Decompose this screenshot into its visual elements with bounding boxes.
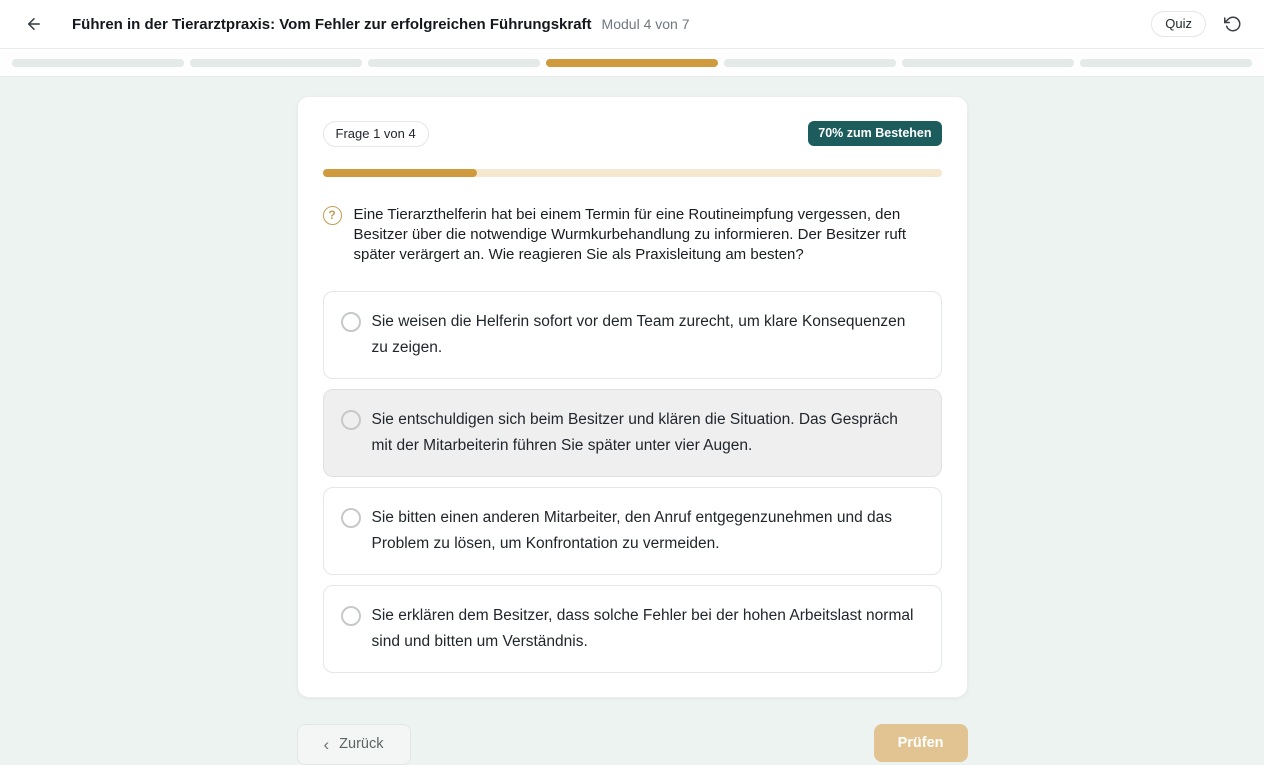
module-indicator: Modul 4 von 7 [601, 16, 690, 32]
arrow-left-icon [25, 15, 43, 33]
quiz-progress-bar [323, 169, 942, 177]
quiz-footer [297, 724, 968, 765]
answer-option[interactable] [323, 389, 942, 477]
zurueck-button[interactable] [297, 724, 411, 765]
answer-option-text: Sie erklären dem Besitzer, dass solche Fehler bei der hohen Arbeitslast normal sind und bitten um Verständnis. [371, 606, 914, 650]
card-header [323, 121, 942, 147]
radio-icon[interactable] [341, 508, 361, 528]
back-arrow-button[interactable] [20, 10, 48, 38]
module-segment-4 [546, 59, 718, 67]
module-progress [0, 49, 1264, 77]
quiz-badge: Quiz [1151, 11, 1206, 37]
answer-option[interactable] [323, 487, 942, 575]
radio-icon[interactable] [341, 606, 361, 626]
quiz-page [0, 77, 1264, 754]
answer-option-text: Sie bitten einen anderen Mitarbeiter, den Anruf entgegenzunehmen und das Problem zu lösen, um Konfrontation zu vermeiden. [371, 508, 892, 552]
module-segment-5 [724, 59, 896, 67]
answer-options-list [323, 291, 942, 673]
module-segment-3 [368, 59, 540, 67]
module-segment-7 [1080, 59, 1252, 67]
topbar [0, 0, 1264, 49]
radio-icon[interactable] [341, 312, 361, 332]
quiz-progress-fill [323, 169, 478, 177]
module-segment-6 [902, 59, 1074, 67]
question-row [323, 205, 942, 265]
answer-option-text: Sie entschuldigen sich beim Besitzer und klären die Situation. Das Gespräch mit der Mitarbeiterin führen Sie später unter vier Augen. [371, 410, 898, 454]
answer-option[interactable] [323, 585, 942, 673]
zurueck-button-label: Zurück [339, 736, 384, 753]
module-segment-2 [190, 59, 362, 67]
question-mark-icon: ? [323, 206, 342, 225]
reset-button[interactable] [1218, 9, 1248, 39]
module-segment-1 [12, 59, 184, 67]
pruefen-button[interactable]: Prüfen [874, 724, 968, 762]
question-card [297, 96, 968, 698]
course-title: Führen in der Tierarztpraxis: Vom Fehler zur erfolgreichen Führungskraft [72, 15, 592, 33]
rotate-ccw-icon [1224, 15, 1242, 33]
pass-threshold-badge: 70% zum Bestehen [808, 121, 941, 146]
question-counter-badge: Frage 1 von 4 [323, 121, 429, 147]
answer-option[interactable] [323, 291, 942, 379]
question-text: Eine Tierarzthelferin hat bei einem Termin für eine Routineimpfung vergessen, den Besitzer über die notwendige Wurmkurbehandlung zu informieren. Der Besitzer ruft später verärgert an. Wie reagieren Sie als Praxisleitung am besten? [353, 205, 906, 263]
chevron-left-icon: ‹ [323, 734, 330, 754]
answer-option-text: Sie weisen die Helferin sofort vor dem Team zurecht, um klare Konsequenzen zu zeigen. [371, 312, 906, 356]
radio-icon[interactable] [341, 410, 361, 430]
